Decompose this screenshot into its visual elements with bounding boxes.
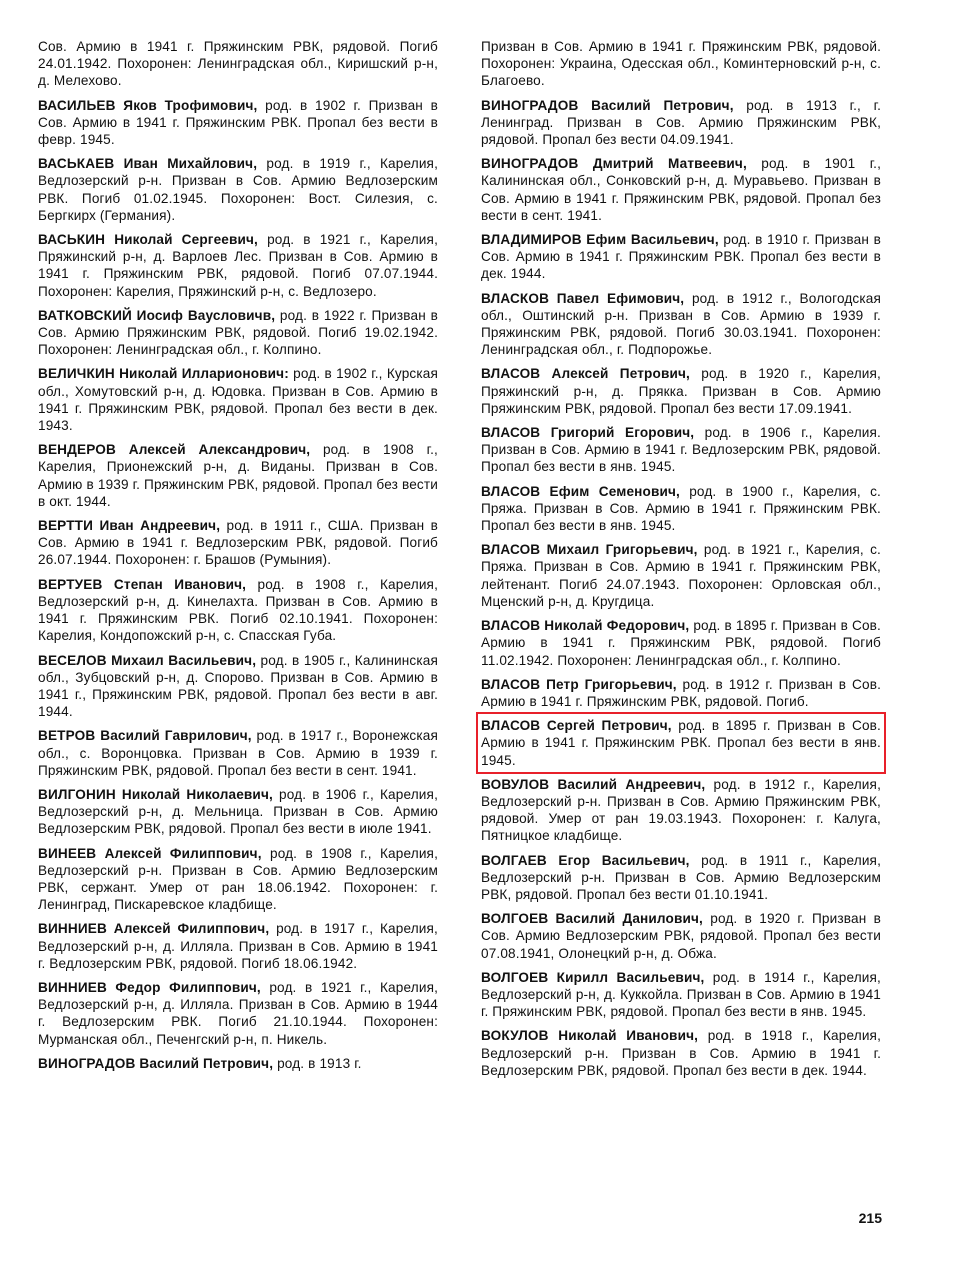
- entry-name: ВЛАСОВ Ефим Семенович,: [481, 483, 680, 499]
- entry-name: ВОВУЛОВ Василий Андреевич,: [481, 776, 706, 792]
- entry-text: Сов. Армию в 1941 г. Пряжинским РВК, рядовой. Погиб 24.01.1942. Похоронен: Ленинградская обл., Киришский р-н, д. Мелехово.: [38, 39, 438, 89]
- entry-text: род. в 1910 г. Призван в Сов. Армию в 1941 г. Пряжинским РВК. Пропал без вести в дек. 1944.: [481, 232, 881, 282]
- entry-text: род. в 1906 г., Карелия. Призван в Сов. Армию в 1941 г. Ведлозерским РВК, рядовой. Пропал без вести в янв. 1945.: [481, 425, 881, 475]
- entry-text: род. в 1917 г., Карелия, Ведлозерский р-н, д. Илляла. Призван в Сов. Армию в 1941 г. Ведлозерским РВК, рядовой. Погиб 18.06.1942.: [38, 921, 438, 971]
- entry-text: род. в 1917 г., Воронежская обл., с. Воронцовка. Призван в Сов. Армию в 1939 г. Пряжинским РВК, рядовой. Пропал без вести в сент. 1941.: [38, 728, 439, 778]
- register-entry: [38, 231, 438, 300]
- register-entry: [481, 676, 881, 710]
- entry-text: род. в 1913 г.: [273, 1055, 362, 1071]
- entry-text: Призван в Сов. Армию в 1941 г. Пряжинским РВК, рядовой. Похоронен: Украина, Одесская обл., Коминтерновский р-н, с. Благоево.: [481, 39, 881, 89]
- entry-name: ВЛАСОВ Михаил Григорьевич,: [481, 542, 698, 558]
- entry-name: ВАСЬКИН Николай Сергеевич,: [38, 232, 258, 248]
- register-entry: [481, 290, 881, 359]
- entry-name: ВЛАДИМИРОВ Ефим Васильевич,: [481, 232, 719, 248]
- entry-name: ВЕРТТИ Иван Андреевич,: [38, 518, 221, 534]
- entry-text: род. в 1920 г. Призван в Сов. Армию Ведлозерским РВК, рядовой. Пропал без вести 07.08.1941, Олонецкий р-н, д. Обжа.: [481, 911, 881, 961]
- entry-text: род. в 1908 г., Карелия, Ведлозерский р-н, д. Кинелахта. Призван в Сов. Армию в 1941 г. Пряжинским РВК. Погиб 02.10.1941. Похоронен: Карелия, Кондопожский р-н, с. Спасская Губа.: [38, 576, 438, 644]
- entry-text: род. в 1919 г., Карелия, Ведлозерский р-н. Призван в Сов. Армию Ведлозерским РВК. Погиб 01.02.1945. Похоронен: Вост. Силезия, с. Бергкирх (Германия).: [38, 156, 438, 223]
- register-entry: [38, 365, 438, 434]
- entry-text: род. в 1920 г., Карелия, Пряжинский р-н, д. Прякка. Призван в Сов. Армию Пряжинским РВК, рядовой. Пропал без вести 17.09.1941.: [481, 366, 881, 416]
- entry-text: род. в 1913 г., г. Ленинград. Призван в Сов. Армию Пряжинским РВК, рядовой. Пропал без вести 04.09.1941.: [481, 97, 881, 148]
- entry-text: род. в 1895 г. Призван в Сов. Армию в 1941 г. Пряжинским РВК, рядовой. Погиб 11.02.1942. Похоронен: Ленинградская обл., г. Колпино.: [481, 618, 881, 668]
- register-entry: [481, 97, 881, 149]
- entry-text: род. в 1911 г., Карелия, Ведлозерский р-н. Призван в Сов. Армию Ведлозерским РВК, рядовой. Пропал без вести 01.10.1941.: [481, 852, 881, 902]
- right-column: [481, 38, 881, 1086]
- entry-name: ВЕЛИЧКИН Николай Илларионович:: [38, 366, 289, 382]
- entry-name: ВАСИЛЬЕВ Яков Трофимович,: [38, 97, 258, 113]
- register-entry: [38, 727, 438, 779]
- entry-name: ВЕРТУЕВ Степан Иванович,: [38, 576, 247, 592]
- entry-name: ВОЛГАЕВ Егор Васильевич,: [481, 852, 690, 868]
- entry-text: род. в 1911 г., США. Призван в Сов. Армию в 1941 г. Ведлозерским РВК, рядовой. Погиб 26.07.1944. Похоронен: г. Брашов (Румыния).: [38, 518, 439, 568]
- entry-text: род. в 1921 г., Карелия, с. Пряжа. Призван в Сов. Армию в 1941 г. Пряжинским РВК, лейтенант. Погиб 24.07.1943. Похоронен: Орловская обл., Мценский р-н, д. Кругдица.: [481, 542, 881, 609]
- entry-name: ВИНЕЕВ Алексей Филиппович,: [38, 845, 262, 861]
- entry-text: род. в 1921 г., Карелия, Пряжинский р-н, д. Варлоев Лес. Призван в Сов. Армию в 1941 г. Пряжинским РВК, рядовой. Погиб 07.07.1944. Похоронен: Карелия, Пряжинский р-н, с. Ведлозеро.: [38, 232, 438, 299]
- register-entry: [481, 541, 881, 610]
- register-entry: [38, 97, 438, 149]
- entry-name: ВИНОГРАДОВ Василий Петрович,: [481, 97, 734, 113]
- entry-name: ВИЛГОНИН Николай Николаевич,: [38, 786, 273, 802]
- left-column: [38, 38, 438, 1079]
- entry-text: род. в 1914 г., Карелия, Ведлозерский р-н, д. Куккойла. Призван в Сов. Армию в 1941 г. Пряжинским РВК, рядовой. Пропал без вести в янв. 1945.: [481, 969, 881, 1020]
- register-entry: [38, 786, 438, 838]
- entry-text: род. в 1918 г., Карелия, Ведлозерский р-н. Призван в Сов. Армию в 1941 г. Ведлозерским РВК, рядовой. Пропал без вести в дек. 1944.: [481, 1028, 881, 1078]
- register-entry: [481, 852, 881, 904]
- entry-name: ВАСЬКАЕВ Иван Михайлович,: [38, 156, 258, 172]
- entry-text: род. в 1900 г., Карелия, с. Пряжа. Призван в Сов. Армию в 1941 г. Пряжинским РВК. Пропал без вести в янв. 1945.: [481, 483, 881, 534]
- page-number: 215: [858, 1210, 882, 1226]
- entry-text: род. в 1902 г. Призван в Сов. Армию в 1941 г. Пряжинским РВК. Пропал без вести в февр. 1945.: [38, 97, 439, 148]
- register-entry: [38, 38, 438, 90]
- entry-text: род. в 1895 г. Призван в Сов. Армию в 1941 г. Пряжинским РВК. Пропал без вести в янв. 1945.: [481, 718, 881, 768]
- entry-name: ВОЛГОЕВ Кирилл Васильевич,: [481, 969, 705, 985]
- entry-text: род. в 1912 г., Карелия, Ведлозерский р-н. Призван в Сов. Армию Пряжинским РВК, рядовой. Умер от ран 19.03.1943. Похоронен: г. Калуга, Пятницкое кладбище.: [481, 776, 881, 844]
- entry-text: род. в 1908 г., Карелия, Прионежский р-н, д. Виданы. Призван в Сов. Армию в 1939 г. Пряжинским РВК, рядовой. Пропал без вести в окт. 1944.: [38, 442, 438, 509]
- register-entry: [38, 307, 438, 359]
- register-entry: [481, 776, 881, 845]
- entry-text: род. в 1912 г. Призван в Сов. Армию в 1941 г. Пряжинским РВК, рядовой. Погиб.: [481, 676, 881, 709]
- register-entry: [481, 910, 881, 962]
- entry-text: род. в 1912 г., Вологодская обл., Оштинский р-н. Призван в Сов. Армию в 1939 г. Пряжинским РВК, рядовой. Погиб 30.03.1941. Похоронен: Ленинградская обл., г. Подпорожье.: [481, 290, 881, 358]
- register-entry: [481, 1027, 881, 1079]
- entry-name: ВЛАСКОВ Павел Ефимович,: [481, 290, 685, 306]
- entry-name: ВЕСЕЛОВ Михаил Васильевич,: [38, 652, 257, 668]
- register-entry: [481, 424, 881, 476]
- register-entry: [38, 155, 438, 224]
- entry-name: ВИННИЕВ Федор Филиппович,: [38, 979, 261, 995]
- register-entry: [38, 920, 438, 972]
- highlighted-entry: [481, 717, 881, 769]
- entry-name: ВЛАСОВ Петр Григорьевич,: [481, 676, 677, 692]
- entry-text: род. в 1908 г., Карелия, Ведлозерский р-н. Призван в Сов. Армию Ведлозерским РВК, сержант. Умер от ран 18.06.1942. Похоронен: г. Ленинград, Пискаревское кладбище.: [38, 845, 438, 913]
- entry-name: ВИНОГРАДОВ Дмитрий Матвеевич,: [481, 156, 747, 172]
- register-entry: [38, 441, 438, 510]
- entry-name: ВИНОГРАДОВ Василий Петрович,: [38, 1055, 274, 1071]
- register-entry: [38, 576, 438, 645]
- entry-name: ВЛАСОВ Григорий Егорович,: [481, 425, 695, 441]
- register-entry: [481, 38, 881, 90]
- register-entry: [38, 845, 438, 914]
- entry-name: ВЛАСОВ Сергей Петрович,: [481, 718, 672, 734]
- entry-name: ВАТКОВСКИЙ Иосиф Ваусловичв,: [38, 307, 276, 323]
- entry-text: род. в 1905 г., Калининская обл., Зубцовский р-н, д. Спорово. Призван в Сов. Армию в 1941 г., Пряжинским РВК, рядовой. Пропал без вести в авг. 1944.: [38, 652, 438, 720]
- register-entry: [38, 517, 438, 569]
- register-entry: [481, 231, 881, 283]
- entry-name: ВЕТРОВ Василий Гаврилович,: [38, 728, 252, 744]
- entry-name: ВОКУЛОВ Николай Иванович,: [481, 1028, 699, 1044]
- entry-name: ВОЛГОЕВ Василий Данилович,: [481, 911, 703, 927]
- entry-text: род. в 1921 г., Карелия, Ведлозерский р-н, д. Илляла. Призван в Сов. Армию в 1944 г. Ведлозерским РВК. Погиб 21.10.1944. Похоронен: Мурманская обл., Печенгский р-н, п. Никель.: [38, 979, 439, 1047]
- entry-text: род. в 1902 г., Курская обл., Хомутовский р-н, д. Юдовка. Призван в Сов. Армию в 1941 г. Пряжинским РВК, рядовой. Пропал без вести в дек. 1943.: [38, 366, 438, 434]
- register-entry: [481, 483, 881, 535]
- entry-name: ВЛАСОВ Николай Федорович,: [481, 618, 690, 634]
- entry-text: род. в 1906 г., Карелия, Ведлозерский р-н, д. Мельница. Призван в Сов. Армию Ведлозерским РВК, рядовой. Пропал без вести в июле 1941.: [38, 786, 438, 837]
- register-entry: [38, 1055, 438, 1072]
- entry-name: ВЛАСОВ Алексей Петрович,: [481, 366, 690, 382]
- register-entry: [38, 979, 438, 1048]
- entry-name: ВИННИЕВ Алексей Филиппович,: [38, 921, 270, 937]
- register-entry: [481, 969, 881, 1021]
- register-entry: [38, 652, 438, 721]
- entry-name: ВЕНДЕРОВ Алексей Александрович,: [38, 442, 311, 458]
- register-entry: [481, 617, 881, 669]
- entry-text: род. в 1922 г. Призван в Сов. Армию Пряжинским РВК, рядовой. Погиб 19.02.1942. Похоронен: Ленинградская обл., г. Колпино.: [38, 307, 439, 358]
- register-entry: [481, 365, 881, 417]
- entry-text: род. в 1901 г., Калининская обл., Сонковский р-н, д. Муравьево. Призван в Сов. Армию в 1941 г. Пряжинским РВК, рядовой. Пропал без вести в сент. 1941.: [481, 156, 881, 223]
- register-entry: [481, 155, 881, 224]
